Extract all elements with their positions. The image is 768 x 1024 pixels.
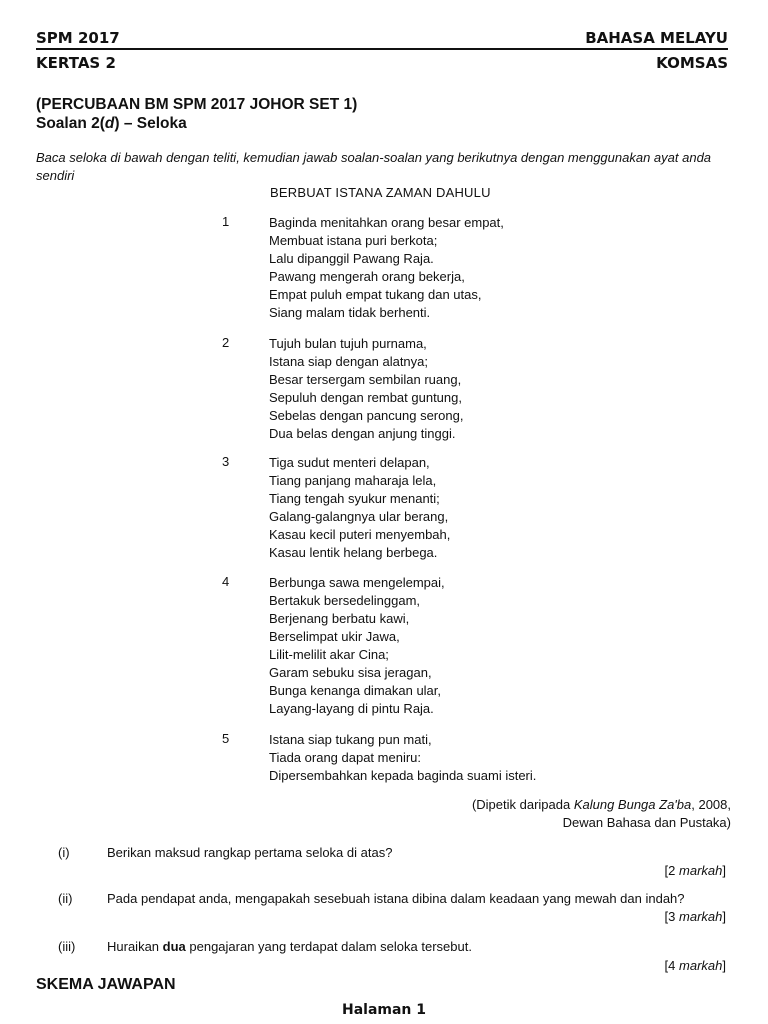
poem-line: Garam sebuku sisa jeragan,	[269, 665, 432, 680]
question-number: (iii)	[58, 939, 76, 954]
poem-line: Tujuh bulan tujuh purnama,	[269, 336, 427, 351]
poem-line: Bertakuk bersedelinggam,	[269, 593, 421, 608]
subject-label: BAHASA MELAYU	[585, 29, 728, 47]
poem-line: Besar tersergam sembilan ruang,	[269, 372, 462, 387]
poem-line: Dipersembahkan kepada baginda suami isteri.	[269, 768, 537, 783]
poem-line: Baginda menitahkan orang besar empat,	[269, 215, 504, 230]
question-marks: [4 markah]	[664, 958, 726, 973]
question-text: Berikan maksud rangkap pertama seloka di atas?	[107, 845, 393, 860]
poem-line: Kasau kecil puteri menyembah,	[269, 527, 451, 542]
question-text	[107, 939, 472, 954]
source-publisher: Dewan Bahasa dan Pustaka)	[562, 815, 731, 830]
instruction-text: Baca seloka di bawah dengan teliti, kemudian jawab soalan-soalan yang berikutnya dengan menggunakan ayat anda sendiri	[36, 150, 712, 183]
question-text: Pada pendapat anda, mengapakah sesebuah istana dibina dalam keadaan yang mewah dan indah?	[107, 891, 685, 906]
poem-line: Lilit-melilit akar Cina;	[269, 647, 389, 662]
question-title-suffix: ) – Seloka	[114, 115, 187, 132]
source-book-title: Kalung Bunga Za'ba	[573, 797, 692, 812]
header-divider	[36, 48, 728, 50]
question-title-letter: d	[104, 115, 115, 132]
question-title-prefix: Soalan 2(	[36, 115, 105, 132]
poem-line: Galang-galangnya ular berang,	[269, 509, 449, 524]
question-number: (i)	[58, 845, 70, 860]
component-label: KOMSAS	[656, 54, 728, 72]
mark-word: markah	[679, 958, 723, 973]
page-header-bottom	[36, 54, 728, 74]
poem-line: Pawang mengerah orang bekerja,	[269, 269, 465, 284]
poem-line: Tiang panjang maharaja lela,	[269, 473, 437, 488]
stanza-number: 3	[222, 454, 230, 469]
poem-line: Berjenang berbatu kawi,	[269, 611, 410, 626]
stanza-number: 4	[222, 574, 230, 589]
source-prefix: (Dipetik daripada	[471, 797, 574, 812]
poem-line: Istana siap dengan alatnya;	[269, 354, 429, 369]
mark-number: 2	[668, 863, 676, 878]
poem-line: Istana siap tukang pun mati,	[269, 732, 432, 747]
poem-line: Berselimpat ukir Jawa,	[269, 629, 400, 644]
poem-line: Bunga kenanga dimakan ular,	[269, 683, 442, 698]
mark-number: 3	[668, 909, 676, 924]
mark-number: 4	[668, 958, 676, 973]
question-number: (ii)	[58, 891, 73, 906]
exam-title: (PERCUBAAN BM SPM 2017 JOHOR SET 1)	[36, 96, 358, 113]
poem-line: Dua belas dengan anjung tinggi.	[269, 426, 456, 441]
question-marks: [2 markah]	[664, 863, 726, 878]
page-number: Halaman 1	[341, 1002, 427, 1018]
exam-year-label: SPM 2017	[36, 29, 120, 47]
poem-line: Siang malam tidak berhenti.	[269, 305, 431, 320]
source-citation-line1	[472, 796, 731, 814]
question-text-after: pengajaran yang terdapat dalam seloka tersebut.	[185, 939, 472, 954]
question-title	[36, 115, 187, 133]
poem-line: Sebelas dengan pancung serong,	[269, 408, 464, 423]
poem-line: Kasau lentik helang berbega.	[269, 545, 438, 560]
question-text-before: Huraikan	[107, 939, 163, 954]
paper-label: KERTAS 2	[36, 54, 116, 72]
poem-line: Tiang tengah syukur menanti;	[269, 491, 440, 506]
poem-line: Empat puluh empat tukang dan utas,	[269, 287, 482, 302]
question-marks: [3 markah]	[664, 909, 726, 924]
page-header-top	[36, 29, 728, 49]
mark-word: markah	[679, 909, 723, 924]
source-year: , 2008,	[691, 797, 731, 812]
stanza-number: 1	[222, 214, 230, 229]
poem-line: Sepuluh dengan rembat guntung,	[269, 390, 462, 405]
poem-line: Tiada orang dapat meniru:	[269, 750, 422, 765]
poem-line: Membuat istana puri berkota;	[269, 233, 438, 248]
poem-line: Berbunga sawa mengelempai,	[269, 575, 445, 590]
poem-title: BERBUAT ISTANA ZAMAN DAHULU	[270, 185, 491, 200]
poem-line: Lalu dipanggil Pawang Raja.	[269, 251, 434, 266]
question-text-bold: dua	[162, 939, 186, 954]
mark-word: markah	[679, 863, 723, 878]
poem-line: Tiga sudut menteri delapan,	[269, 455, 430, 470]
poem-line: Layang-layang di pintu Raja.	[269, 701, 434, 716]
stanza-number: 2	[222, 335, 230, 350]
answer-scheme-heading: SKEMA JAWAPAN	[36, 976, 176, 993]
stanza-number: 5	[222, 731, 230, 746]
